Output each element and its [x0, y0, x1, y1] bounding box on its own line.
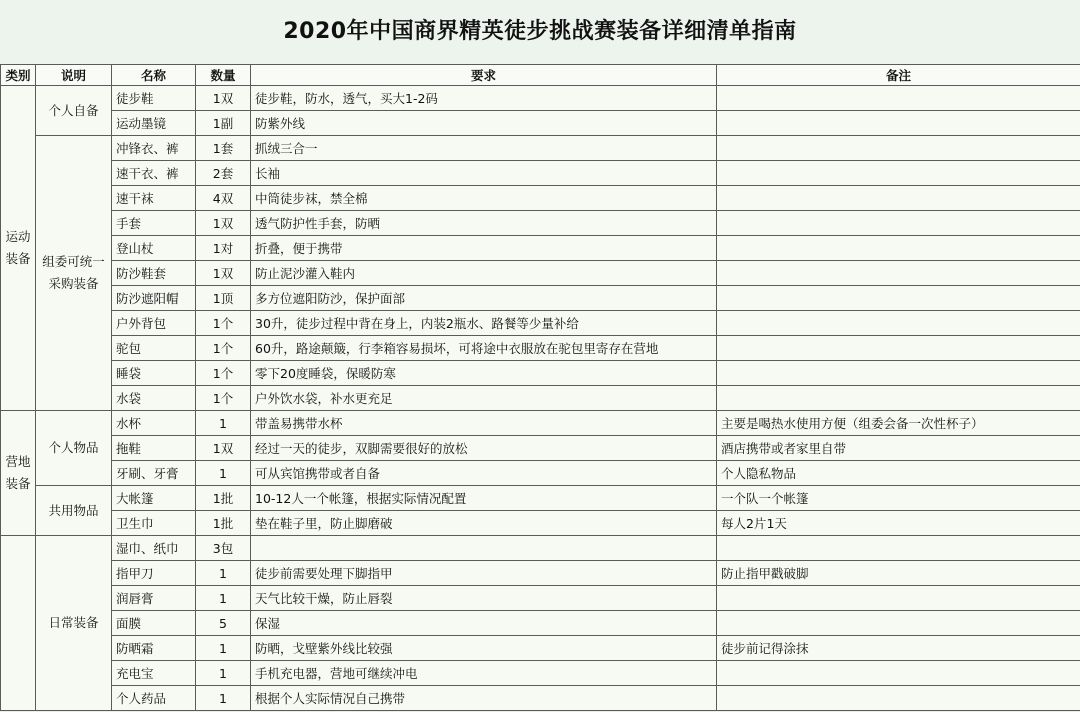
quantity-cell: 1个 — [196, 311, 251, 336]
quantity-cell: 1个 — [196, 361, 251, 386]
item-name-cell: 大帐篷 — [112, 486, 196, 511]
quantity-cell: 1个 — [196, 336, 251, 361]
requirement-cell: 防晒，戈壁紫外线比较强 — [251, 636, 717, 661]
item-name-cell: 润唇膏 — [112, 586, 196, 611]
note-cell — [717, 86, 1080, 111]
note-cell: 防止指甲戳破脚 — [717, 561, 1080, 586]
requirement-cell: 垫在鞋子里，防止脚磨破 — [251, 511, 717, 536]
note-cell — [717, 611, 1080, 636]
quantity-cell: 4双 — [196, 186, 251, 211]
requirement-cell: 可从宾馆携带或者自备 — [251, 461, 717, 486]
requirement-cell: 户外饮水袋，补水更充足 — [251, 386, 717, 411]
requirement-cell: 防止泥沙灌入鞋内 — [251, 261, 717, 286]
header-row — [1, 65, 1080, 86]
requirement-cell: 经过一天的徒步，双脚需要很好的放松 — [251, 436, 717, 461]
table-row — [1, 136, 1080, 161]
table-row — [1, 411, 1080, 436]
page-title: 2020年中国商界精英徒步挑战赛装备详细清单指南 — [0, 0, 1080, 64]
item-name-cell: 徒步鞋 — [112, 86, 196, 111]
item-name-cell: 手套 — [112, 211, 196, 236]
note-cell — [717, 261, 1080, 286]
item-name-cell: 个人药品 — [112, 686, 196, 711]
item-name-cell: 水杯 — [112, 411, 196, 436]
table-row — [1, 261, 1080, 286]
table-row — [1, 686, 1080, 711]
quantity-cell: 5 — [196, 611, 251, 636]
item-name-cell: 防晒霜 — [112, 636, 196, 661]
quantity-cell: 1个 — [196, 386, 251, 411]
quantity-cell: 1 — [196, 586, 251, 611]
item-name-cell: 水袋 — [112, 386, 196, 411]
quantity-cell: 1批 — [196, 486, 251, 511]
quantity-cell: 1双 — [196, 211, 251, 236]
note-cell — [717, 336, 1080, 361]
quantity-cell: 1 — [196, 686, 251, 711]
note-cell — [717, 536, 1080, 561]
item-name-cell: 指甲刀 — [112, 561, 196, 586]
table-row — [1, 86, 1080, 111]
requirement-cell: 30升，徒步过程中背在身上，内装2瓶水、路餐等少量补给 — [251, 311, 717, 336]
group-cell: 个人自备 — [36, 86, 112, 136]
requirement-cell: 折叠，便于携带 — [251, 236, 717, 261]
requirement-cell: 中筒徒步袜，禁全棉 — [251, 186, 717, 211]
item-name-cell: 速干衣、裤 — [112, 161, 196, 186]
requirement-cell: 徒步鞋，防水，透气，买大1-2码 — [251, 86, 717, 111]
note-cell — [717, 586, 1080, 611]
item-name-cell: 冲锋衣、裤 — [112, 136, 196, 161]
item-name-cell: 湿巾、纸巾 — [112, 536, 196, 561]
table-body — [1, 86, 1080, 711]
quantity-cell: 1双 — [196, 86, 251, 111]
item-name-cell: 充电宝 — [112, 661, 196, 686]
header-category: 类别 — [1, 65, 36, 86]
note-cell: 徒步前记得涂抹 — [717, 636, 1080, 661]
group-cell: 个人物品 — [36, 411, 112, 486]
group-cell: 共用物品 — [36, 486, 112, 536]
table-row — [1, 661, 1080, 686]
header-requirement: 要求 — [251, 65, 717, 86]
quantity-cell: 2套 — [196, 161, 251, 186]
quantity-cell: 1副 — [196, 111, 251, 136]
note-cell — [717, 161, 1080, 186]
table-row — [1, 336, 1080, 361]
quantity-cell: 1 — [196, 411, 251, 436]
requirement-cell: 10-12人一个帐篷，根据实际情况配置 — [251, 486, 717, 511]
table-row — [1, 536, 1080, 561]
requirement-cell: 带盖易携带水杯 — [251, 411, 717, 436]
quantity-cell: 3包 — [196, 536, 251, 561]
table-row — [1, 161, 1080, 186]
item-name-cell: 运动墨镜 — [112, 111, 196, 136]
quantity-cell: 1套 — [196, 136, 251, 161]
group-cell: 组委可统一采购装备 — [36, 136, 112, 411]
requirement-cell: 长袖 — [251, 161, 717, 186]
table-row — [1, 186, 1080, 211]
note-cell — [717, 661, 1080, 686]
header-quantity: 数量 — [196, 65, 251, 86]
equipment-table — [0, 64, 1080, 711]
quantity-cell: 1 — [196, 461, 251, 486]
requirement-cell: 60升，路途颠簸，行李箱容易损坏，可将途中衣服放在驼包里寄存在营地 — [251, 336, 717, 361]
note-cell — [717, 136, 1080, 161]
requirement-cell: 抓绒三合一 — [251, 136, 717, 161]
note-cell — [717, 186, 1080, 211]
note-cell — [717, 686, 1080, 711]
category-cell: 运动装备 — [1, 86, 36, 411]
note-cell — [717, 286, 1080, 311]
header-name: 名称 — [112, 65, 196, 86]
quantity-cell: 1双 — [196, 261, 251, 286]
category-cell: 营地装备 — [1, 411, 36, 536]
item-name-cell: 卫生巾 — [112, 511, 196, 536]
requirement-cell: 徒步前需要处理下脚指甲 — [251, 561, 717, 586]
requirement-cell: 手机充电器，营地可继续冲电 — [251, 661, 717, 686]
header-description: 说明 — [36, 65, 112, 86]
item-name-cell: 睡袋 — [112, 361, 196, 386]
quantity-cell: 1双 — [196, 436, 251, 461]
requirement-cell: 天气比较干燥，防止唇裂 — [251, 586, 717, 611]
table-row — [1, 211, 1080, 236]
requirement-cell: 保湿 — [251, 611, 717, 636]
table-row — [1, 311, 1080, 336]
item-name-cell: 防沙遮阳帽 — [112, 286, 196, 311]
note-cell: 主要是喝热水使用方便（组委会备一次性杯子） — [717, 411, 1080, 436]
table-row — [1, 511, 1080, 536]
requirement-cell: 根据个人实际情况自己携带 — [251, 686, 717, 711]
requirement-cell: 零下20度睡袋，保暖防寒 — [251, 361, 717, 386]
item-name-cell: 拖鞋 — [112, 436, 196, 461]
quantity-cell: 1批 — [196, 511, 251, 536]
note-cell: 酒店携带或者家里自带 — [717, 436, 1080, 461]
item-name-cell: 面膜 — [112, 611, 196, 636]
requirement-cell: 多方位遮阳防沙，保护面部 — [251, 286, 717, 311]
table-row — [1, 436, 1080, 461]
note-cell: 每人2片1天 — [717, 511, 1080, 536]
quantity-cell: 1顶 — [196, 286, 251, 311]
note-cell: 一个队一个帐篷 — [717, 486, 1080, 511]
quantity-cell: 1 — [196, 661, 251, 686]
table-row — [1, 561, 1080, 586]
item-name-cell: 户外背包 — [112, 311, 196, 336]
item-name-cell: 驼包 — [112, 336, 196, 361]
requirement-cell — [251, 536, 717, 561]
table-row — [1, 636, 1080, 661]
requirement-cell: 防紫外线 — [251, 111, 717, 136]
item-name-cell: 速干袜 — [112, 186, 196, 211]
quantity-cell: 1 — [196, 636, 251, 661]
note-cell — [717, 111, 1080, 136]
group-cell: 日常装备 — [36, 536, 112, 711]
note-cell — [717, 236, 1080, 261]
quantity-cell: 1对 — [196, 236, 251, 261]
table-row — [1, 611, 1080, 636]
requirement-cell: 透气防护性手套，防晒 — [251, 211, 717, 236]
item-name-cell: 防沙鞋套 — [112, 261, 196, 286]
note-cell: 个人隐私物品 — [717, 461, 1080, 486]
table-row — [1, 386, 1080, 411]
note-cell — [717, 311, 1080, 336]
table-row — [1, 111, 1080, 136]
table-row — [1, 586, 1080, 611]
note-cell — [717, 361, 1080, 386]
item-name-cell: 牙刷、牙膏 — [112, 461, 196, 486]
table-row — [1, 236, 1080, 261]
table-row — [1, 461, 1080, 486]
header-note: 备注 — [717, 65, 1080, 86]
table-row — [1, 361, 1080, 386]
category-cell — [1, 536, 36, 711]
table-row — [1, 486, 1080, 511]
quantity-cell: 1 — [196, 561, 251, 586]
note-cell — [717, 386, 1080, 411]
table-row — [1, 286, 1080, 311]
note-cell — [717, 211, 1080, 236]
item-name-cell: 登山杖 — [112, 236, 196, 261]
